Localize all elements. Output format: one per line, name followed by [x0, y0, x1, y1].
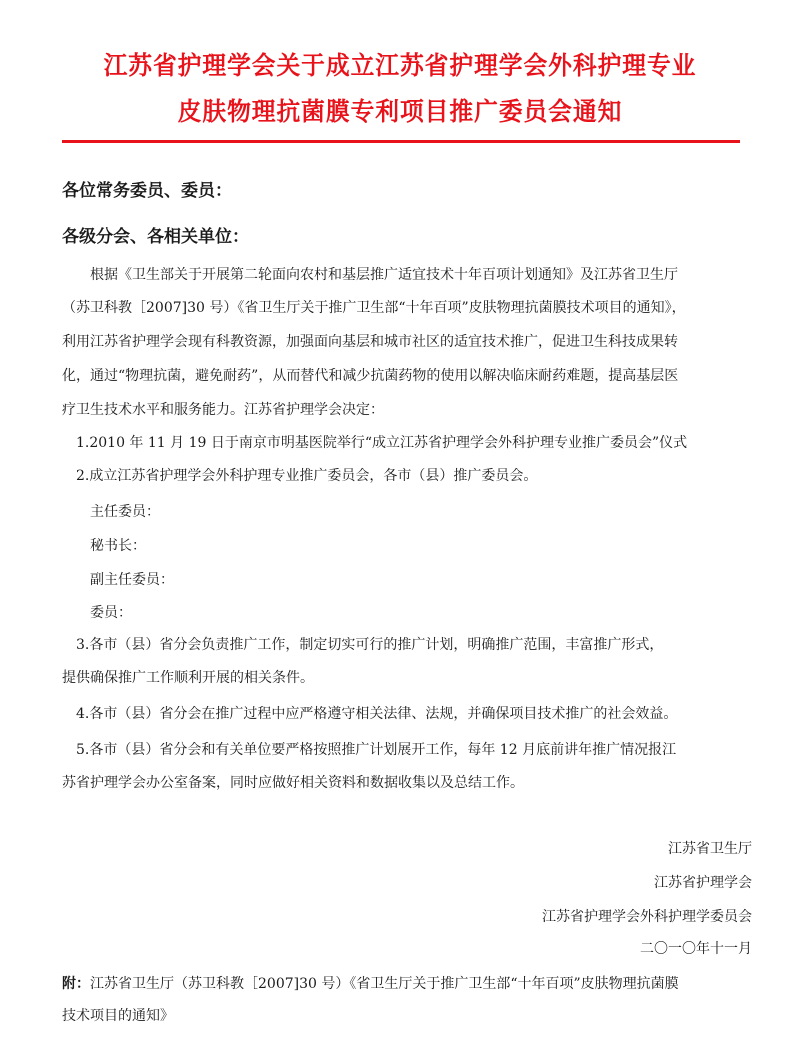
list-item-5-line-1: 5.各市（县）省分会和有关单位要严格按照推广计划展开工作，每年 12 月底前讲年推广情况报江 [76, 742, 677, 758]
paragraph-1-line-3: 利用江苏省护理学会现有科教资源，加强面向基层和城市社区的适宜技术推广，促进卫生科技成果转 [62, 334, 678, 350]
document-title-line-1: 江苏省护理学会关于成立江苏省护理学会外科护理专业 [103, 51, 697, 80]
salutation-branches: 各级分会、各相关单位： [62, 227, 249, 247]
signature-surgical-committee: 江苏省护理学会外科护理学委员会 [542, 909, 752, 925]
salutation-members: 各位常务委员、委员： [62, 181, 232, 201]
list-item-1: 1.2010 年 11 月 19 日于南京市明基医院举行“成立江苏省护理学会外科护理专业推广委员会”仪式 [76, 435, 688, 451]
list-item-2: 2.成立江苏省护理学会外科护理专业推广委员会，各市（县）推广委员会。 [76, 468, 538, 484]
appendix-label: 附： [62, 976, 90, 992]
signature-date: 二〇一〇年十一月 [640, 941, 752, 957]
role-members: 委员： [90, 605, 132, 621]
signature-health-department: 江苏省卫生厅 [668, 841, 752, 857]
paragraph-1-line-5: 疗卫生技术水平和服务能力。江苏省护理学会决定： [62, 402, 384, 418]
role-director: 主任委员： [90, 504, 160, 520]
paragraph-1-line-4: 化，通过“物理抗菌，避免耐药”，从而替代和减少抗菌药物的使用以解决临床耐药难题，提高基层医 [62, 368, 679, 384]
appendix-text-1: 江苏省卫生厅（苏卫科教［2007]30 号）《省卫生厅关于推广卫生部“十年百项”皮肤物理抗菌膜 [90, 976, 679, 992]
title-divider-rule [62, 140, 740, 143]
appendix-line-1 [62, 973, 679, 993]
signature-nursing-association: 江苏省护理学会 [654, 875, 752, 891]
document-title-line-2: 皮肤物理抗菌膜专利项目推广委员会通知 [177, 97, 623, 126]
list-item-3-line-2: 提供确保推广工作顺利开展的相关条件。 [62, 670, 314, 686]
list-item-5-line-2: 苏省护理学会办公室备案，同时应做好相关资料和数据收集以及总结工作。 [62, 775, 524, 791]
list-item-3-line-1: 3.各市（县）省分会负责推广工作，制定切实可行的推广计划，明确推广范围，丰富推广形式， [76, 637, 664, 653]
appendix-line-2: 技术项目的通知》 [62, 1008, 174, 1024]
paragraph-1-line-2: （苏卫科教［2007]30 号）《省卫生厅关于推广卫生部“十年百项”皮肤物理抗菌膜技术项目的通知》， [62, 300, 686, 316]
role-secretary-general: 秘书长： [90, 538, 146, 554]
paragraph-1-line-1: 根据《卫生部关于开展第二轮面向农村和基层推广适宜技术十年百项计划通知》及江苏省卫生厅 [90, 267, 678, 283]
list-item-4: 4.各市（县）省分会在推广过程中应严格遵守相关法律、法规，并确保项目技术推广的社会效益。 [76, 706, 678, 722]
role-deputy-director: 副主任委员： [90, 572, 174, 588]
